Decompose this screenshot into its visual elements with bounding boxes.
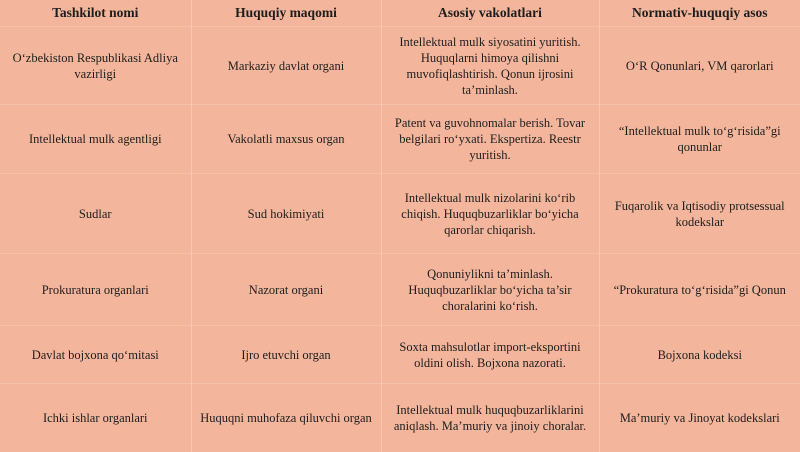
cell-legal-status: Vakolatli maxsus organ xyxy=(191,105,381,174)
table-row xyxy=(0,254,800,326)
cell-legal-status: Huquqni muhofaza qiluvchi organ xyxy=(191,384,381,452)
cell-legal-status: Sud hokimiyati xyxy=(191,174,381,254)
cell-legal-basis: “Intellektual mulk to‘g‘risida”gi qonunlar xyxy=(599,105,800,174)
cell-main-powers: Intellektual mulk nizolarini ko‘rib chiqish. Huquqbuzarliklar bo‘yicha qarorlar chiqarish. xyxy=(381,174,599,254)
cell-legal-status: Nazorat organi xyxy=(191,254,381,326)
table-row xyxy=(0,105,800,174)
table-row xyxy=(0,174,800,254)
header-organization: Tashkilot nomi xyxy=(0,0,191,27)
cell-organization: Prokuratura organlari xyxy=(0,254,191,326)
cell-legal-basis: Ma’muriy va Jinoyat kodekslari xyxy=(599,384,800,452)
cell-legal-basis: O‘R Qonunlari, VM qarorlari xyxy=(599,27,800,105)
cell-main-powers: Intellektual mulk siyosatini yuritish. Huquqlarni himoya qilishni muvofiqlashtirish. Qonun ijrosini ta’minlash. xyxy=(381,27,599,105)
cell-legal-status: Ijro etuvchi organ xyxy=(191,326,381,384)
cell-legal-status: Markaziy davlat organi xyxy=(191,27,381,105)
table-row xyxy=(0,27,800,105)
cell-main-powers: Soxta mahsulotlar import-eksportini oldini olish. Bojxona nazorati. xyxy=(381,326,599,384)
cell-legal-basis: Bojxona kodeksi xyxy=(599,326,800,384)
table-row xyxy=(0,384,800,452)
cell-legal-basis: “Prokuratura to‘g‘risida”gi Qonun xyxy=(599,254,800,326)
table-row xyxy=(0,326,800,384)
cell-organization: Intellektual mulk agentligi xyxy=(0,105,191,174)
cell-organization: O‘zbekiston Respublikasi Adliya vazirligi xyxy=(0,27,191,105)
cell-main-powers: Intellektual mulk huquqbuzarliklarini aniqlash. Ma’muriy va jinoiy choralar. xyxy=(381,384,599,452)
table-header xyxy=(0,0,800,27)
header-legal-status: Huquqiy maqomi xyxy=(191,0,381,27)
cell-organization: Ichki ishlar organlari xyxy=(0,384,191,452)
cell-organization: Sudlar xyxy=(0,174,191,254)
header-row xyxy=(0,0,800,27)
table-body xyxy=(0,27,800,452)
cell-main-powers: Qonuniylikni ta’minlash. Huquqbuzarliklar bo‘yicha ta’sir choralarini ko‘rish. xyxy=(381,254,599,326)
header-legal-basis: Normativ-huquqiy asos xyxy=(599,0,800,27)
cell-organization: Davlat bojxona qo‘mitasi xyxy=(0,326,191,384)
header-main-powers: Asosiy vakolatlari xyxy=(381,0,599,27)
cell-legal-basis: Fuqarolik va Iqtisodiy protsessual kodekslar xyxy=(599,174,800,254)
cell-main-powers: Patent va guvohnomalar berish. Tovar belgilari ro‘yxati. Ekspertiza. Reestr yuritish. xyxy=(381,105,599,174)
